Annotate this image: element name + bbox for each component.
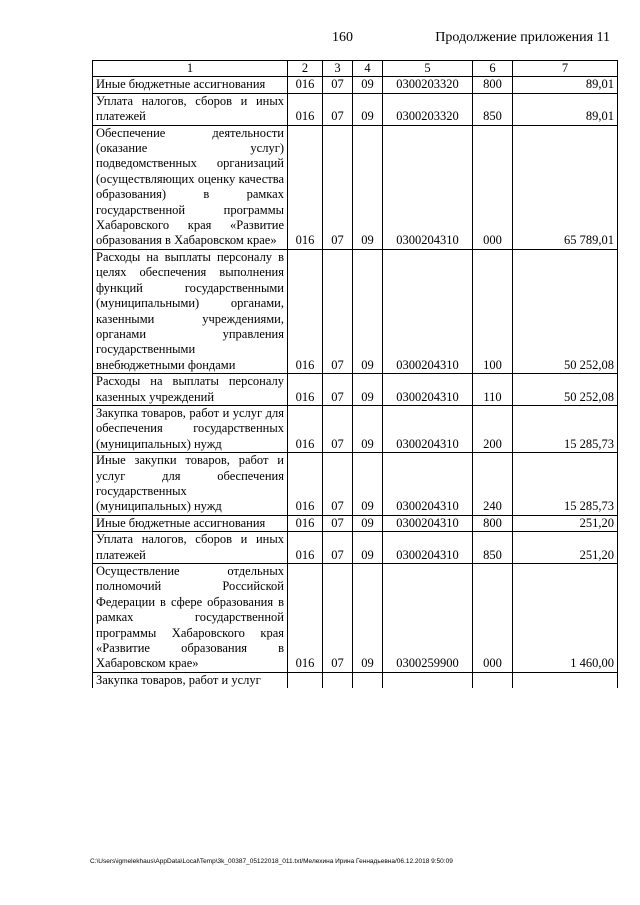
expense-name: Иные закупки товаров, работ и услуг для обеспечения государственных (муниципальных) нужд bbox=[93, 453, 288, 516]
expense-type-code: 850 bbox=[473, 532, 513, 564]
section-code: 07 bbox=[323, 532, 353, 564]
column-header: 5 bbox=[383, 61, 473, 77]
section-code: 07 bbox=[323, 453, 353, 516]
page-number: 160 bbox=[332, 30, 353, 45]
column-header: 3 bbox=[323, 61, 353, 77]
subsection-code: 09 bbox=[353, 249, 383, 373]
subsection-code: 09 bbox=[353, 125, 383, 249]
expense-type-code: 800 bbox=[473, 77, 513, 93]
section-code: 07 bbox=[323, 125, 353, 249]
target-article-code: 0300259900 bbox=[383, 564, 473, 673]
expense-name: Уплата налогов, сборов и иных платежей bbox=[93, 93, 288, 125]
amount: 89,01 bbox=[513, 77, 618, 93]
expense-type-code: 000 bbox=[473, 564, 513, 673]
table-row bbox=[93, 405, 618, 452]
table-row bbox=[93, 532, 618, 564]
ministry-code: 016 bbox=[288, 93, 323, 125]
subsection-code: 09 bbox=[353, 515, 383, 531]
table-row bbox=[93, 515, 618, 531]
expense-name: Иные бюджетные ассигнования bbox=[93, 515, 288, 531]
expense-name: Расходы на выплаты персоналу в целях обеспечения выполнения функций государственными (муниципальными) органами, казенными учреждениями, органами управления государственными внебюджетными фондами bbox=[93, 249, 288, 373]
ministry-code: 016 bbox=[288, 515, 323, 531]
section-code: 07 bbox=[323, 77, 353, 93]
subsection-code: 09 bbox=[353, 405, 383, 452]
target-article-code: 0300204310 bbox=[383, 532, 473, 564]
ministry-code: 016 bbox=[288, 405, 323, 452]
section-code bbox=[323, 672, 353, 688]
target-article-code: 0300204310 bbox=[383, 515, 473, 531]
section-code: 07 bbox=[323, 564, 353, 673]
ministry-code: 016 bbox=[288, 564, 323, 673]
ministry-code: 016 bbox=[288, 532, 323, 564]
expense-type-code: 200 bbox=[473, 405, 513, 452]
expense-type-code: 100 bbox=[473, 249, 513, 373]
subsection-code: 09 bbox=[353, 93, 383, 125]
expense-type-code: 800 bbox=[473, 515, 513, 531]
appendix-label: Продолжение приложения 11 bbox=[435, 30, 610, 45]
target-article-code: 0300204310 bbox=[383, 249, 473, 373]
section-code: 07 bbox=[323, 515, 353, 531]
ministry-code: 016 bbox=[288, 453, 323, 516]
expense-type-code: 850 bbox=[473, 93, 513, 125]
table-row bbox=[93, 249, 618, 373]
amount: 65 789,01 bbox=[513, 125, 618, 249]
budget-table bbox=[92, 60, 618, 688]
section-code: 07 bbox=[323, 93, 353, 125]
expense-name: Расходы на выплаты персоналу казенных учреждений bbox=[93, 374, 288, 406]
table-row bbox=[93, 564, 618, 673]
expense-type-code: 110 bbox=[473, 374, 513, 406]
ministry-code: 016 bbox=[288, 77, 323, 93]
ministry-code: 016 bbox=[288, 125, 323, 249]
expense-name: Закупка товаров, работ и услуг bbox=[93, 672, 288, 688]
target-article-code: 0300204310 bbox=[383, 125, 473, 249]
amount bbox=[513, 672, 618, 688]
expense-type-code bbox=[473, 672, 513, 688]
amount: 251,20 bbox=[513, 515, 618, 531]
ministry-code: 016 bbox=[288, 249, 323, 373]
table-row bbox=[93, 374, 618, 406]
column-header: 7 bbox=[513, 61, 618, 77]
section-code: 07 bbox=[323, 405, 353, 452]
amount: 50 252,08 bbox=[513, 374, 618, 406]
expense-name: Обеспечение деятельности (оказание услуг) подведомственных организаций (осуществляющих оценку качества образования) в рамках государственной программы Хабаровского края «Развитие образования в Хабаровском крае» bbox=[93, 125, 288, 249]
amount: 89,01 bbox=[513, 93, 618, 125]
table-row bbox=[93, 453, 618, 516]
section-code: 07 bbox=[323, 249, 353, 373]
target-article-code: 0300204310 bbox=[383, 453, 473, 516]
table-row bbox=[93, 125, 618, 249]
target-article-code: 0300203320 bbox=[383, 77, 473, 93]
expense-name: Закупка товаров, работ и услуг для обеспечения государственных (муниципальных) нужд bbox=[93, 405, 288, 452]
amount: 1 460,00 bbox=[513, 564, 618, 673]
table-row bbox=[93, 672, 618, 688]
column-header: 2 bbox=[288, 61, 323, 77]
table-row bbox=[93, 93, 618, 125]
subsection-code: 09 bbox=[353, 453, 383, 516]
table-row bbox=[93, 77, 618, 93]
expense-type-code: 240 bbox=[473, 453, 513, 516]
target-article-code: 0300204310 bbox=[383, 374, 473, 406]
ministry-code: 016 bbox=[288, 374, 323, 406]
amount: 15 285,73 bbox=[513, 453, 618, 516]
target-article-code: 0300204310 bbox=[383, 405, 473, 452]
column-header: 6 bbox=[473, 61, 513, 77]
expense-name: Осуществление отдельных полномочий Российской Федерации в сфере образования в рамках государственной программы Хабаровского края «Развитие образования в Хабаровском крае» bbox=[93, 564, 288, 673]
subsection-code bbox=[353, 672, 383, 688]
target-article-code: 0300203320 bbox=[383, 93, 473, 125]
expense-name: Уплата налогов, сборов и иных платежей bbox=[93, 532, 288, 564]
column-header: 4 bbox=[353, 61, 383, 77]
table-header-row bbox=[93, 61, 618, 77]
footer-file-path: C:\Users\igmelekhaus\AppData\Local\Temp\3k_00387_05122018_011.txt/Мелехина Ирина Геннадьевна/06.12.2018 9:50:09 bbox=[90, 858, 453, 865]
amount: 50 252,08 bbox=[513, 249, 618, 373]
target-article-code bbox=[383, 672, 473, 688]
amount: 251,20 bbox=[513, 532, 618, 564]
subsection-code: 09 bbox=[353, 564, 383, 673]
subsection-code: 09 bbox=[353, 532, 383, 564]
section-code: 07 bbox=[323, 374, 353, 406]
subsection-code: 09 bbox=[353, 374, 383, 406]
expense-type-code: 000 bbox=[473, 125, 513, 249]
amount: 15 285,73 bbox=[513, 405, 618, 452]
subsection-code: 09 bbox=[353, 77, 383, 93]
column-header: 1 bbox=[93, 61, 288, 77]
expense-name: Иные бюджетные ассигнования bbox=[93, 77, 288, 93]
ministry-code bbox=[288, 672, 323, 688]
